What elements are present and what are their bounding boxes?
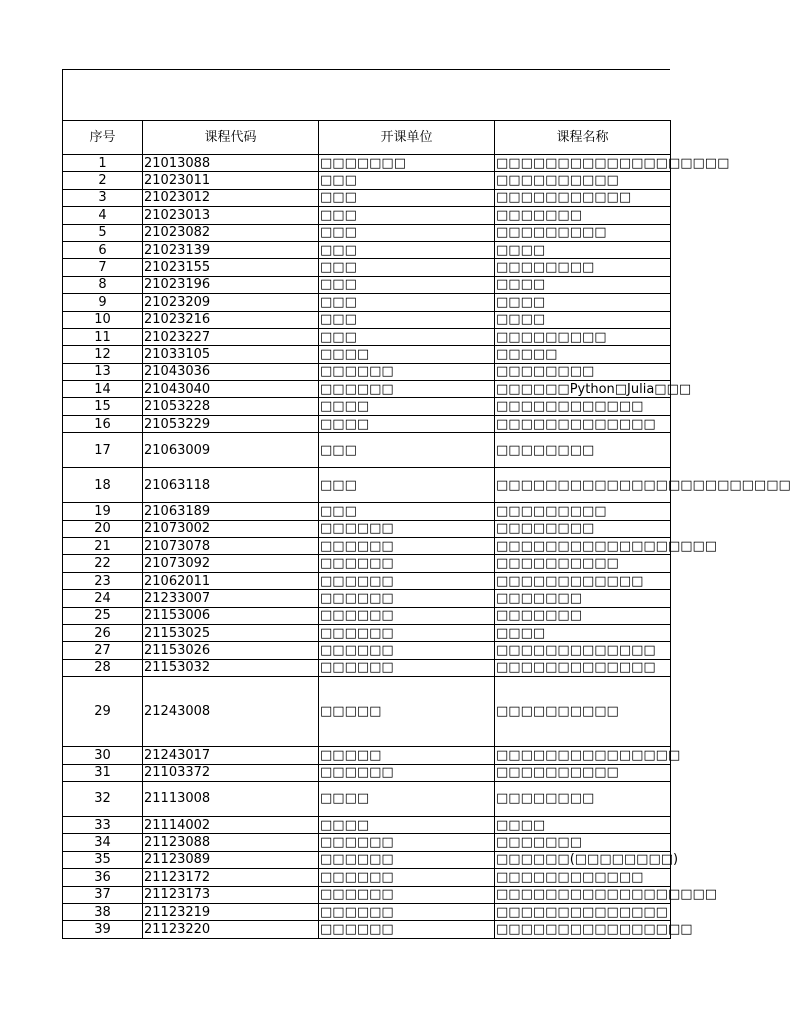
header-seq: 序号 — [63, 121, 143, 155]
row-name: □□□□□□□□ — [495, 520, 671, 537]
table-row — [63, 572, 671, 589]
row-seq: 37 — [63, 886, 143, 903]
row-code: 21053228 — [143, 398, 319, 415]
row-code: 21153006 — [143, 607, 319, 624]
row-dept: □□□ — [319, 189, 495, 206]
table-row — [63, 398, 671, 415]
row-code: 21073092 — [143, 555, 319, 572]
table-row — [63, 276, 671, 293]
table-row — [63, 869, 671, 886]
table-row — [63, 851, 671, 868]
row-seq: 9 — [63, 294, 143, 311]
row-dept: □□□ — [319, 311, 495, 328]
row-dept: □□□□□□ — [319, 381, 495, 398]
row-name: □□□□□□□□□□□□□ — [495, 415, 671, 432]
table-body — [63, 155, 791, 939]
row-name: □□□□□ — [495, 346, 671, 363]
row-dept: □□□□ — [319, 398, 495, 415]
header-name: 课程名称 — [495, 121, 671, 155]
row-seq: 14 — [63, 381, 143, 398]
row-name: □□□□□□□□□ — [495, 503, 671, 520]
row-dept: □□□□□□ — [319, 921, 495, 938]
row-name: □□□□□□□□□□ — [495, 555, 671, 572]
row-code: 21113008 — [143, 781, 319, 816]
row-name: □□□□□□□□□□□□ — [495, 572, 671, 589]
row-name: □□□□□□□□□□□□ — [495, 869, 671, 886]
row-dept: □□□□ — [319, 415, 495, 432]
table-row — [63, 433, 671, 468]
row-code: 21062011 — [143, 572, 319, 589]
table-row — [63, 590, 671, 607]
row-dept: □□□□□□□ — [319, 155, 495, 172]
row-seq: 39 — [63, 921, 143, 938]
row-name: □□□□□□□□□□ — [495, 764, 671, 781]
row-name: □□□□ — [495, 624, 671, 641]
row-name: □□□□□□□□□□□□□□□□□□□ — [496, 155, 730, 171]
row-dept: □□□□□□ — [319, 572, 495, 589]
row-seq: 19 — [63, 503, 143, 520]
row-dept: □□□□ — [319, 816, 495, 833]
row-code: 21073078 — [143, 538, 319, 555]
row-name: □□□□ — [495, 276, 671, 293]
table-row — [63, 172, 671, 189]
row-name: □□□□□□□□□□□□□ — [495, 642, 671, 659]
row-dept: □□□□□□ — [319, 764, 495, 781]
row-dept: □□□□□□ — [319, 607, 495, 624]
row-seq: 7 — [63, 259, 143, 276]
table-row — [63, 903, 671, 920]
table-row — [63, 503, 671, 520]
table-row — [63, 747, 671, 764]
row-code: 21123219 — [143, 903, 319, 920]
row-name: □□□□□□□□□□□ — [495, 189, 671, 206]
row-code: 21013088 — [143, 155, 319, 172]
row-name: □□□□□□□□ — [495, 781, 671, 816]
header-row — [63, 121, 671, 155]
row-dept: □□□□□ — [319, 747, 495, 764]
row-seq: 20 — [63, 520, 143, 537]
row-code: 21023011 — [143, 172, 319, 189]
table-row — [63, 155, 671, 172]
table-row — [63, 886, 671, 903]
row-seq: 38 — [63, 903, 143, 920]
row-code: 21063118 — [143, 468, 319, 503]
table-row — [63, 555, 671, 572]
row-code: 21023155 — [143, 259, 319, 276]
row-dept: □□□ — [319, 207, 495, 224]
table-row — [63, 241, 671, 258]
row-seq: 10 — [63, 311, 143, 328]
row-seq: 2 — [63, 172, 143, 189]
row-seq: 8 — [63, 276, 143, 293]
row-name: □□□□ — [495, 816, 671, 833]
row-name: □□□□□□□□ — [495, 363, 671, 380]
course-table — [62, 120, 791, 939]
row-name: □□□□□□□□□□□□□ — [495, 659, 671, 676]
row-code: 21023216 — [143, 311, 319, 328]
row-name: □□□□ — [495, 311, 671, 328]
row-name: □□□□□□□□□□□□□□ — [495, 903, 671, 920]
row-dept: □□□□□□ — [319, 555, 495, 572]
row-code: 21033105 — [143, 346, 319, 363]
row-name: □□□□□□(□□□□□□□□) — [496, 852, 679, 868]
row-seq: 12 — [63, 346, 143, 363]
row-seq: 5 — [63, 224, 143, 241]
row-name: □□□□□□□□□□□□ — [495, 398, 671, 415]
row-name: □□□□□□□□□□ — [495, 172, 671, 189]
table-row — [63, 624, 671, 641]
row-seq: 21 — [63, 538, 143, 555]
row-seq: 16 — [63, 415, 143, 432]
table-row — [63, 381, 671, 398]
header-code: 课程代码 — [143, 121, 319, 155]
row-dept: □□□□□□ — [319, 642, 495, 659]
title-row — [62, 69, 670, 120]
table-row — [63, 642, 671, 659]
row-dept: □□□ — [319, 224, 495, 241]
row-code: 21153025 — [143, 624, 319, 641]
row-dept: □□□ — [319, 241, 495, 258]
row-dept: □□□□□□ — [319, 624, 495, 641]
table-row — [63, 834, 671, 851]
row-code: 21243017 — [143, 747, 319, 764]
row-seq: 13 — [63, 363, 143, 380]
row-code: 21103372 — [143, 764, 319, 781]
row-dept: □□□□□□ — [319, 869, 495, 886]
row-seq: 4 — [63, 207, 143, 224]
table-row — [63, 659, 671, 676]
row-code: 21123220 — [143, 921, 319, 938]
row-code: 21123089 — [143, 851, 319, 868]
row-name: □□□□□□□ — [495, 590, 671, 607]
table-row — [63, 328, 671, 345]
row-dept: □□□□□□ — [319, 834, 495, 851]
table-row — [63, 921, 671, 938]
spreadsheet — [62, 69, 791, 939]
row-code: 21043036 — [143, 363, 319, 380]
row-seq: 36 — [63, 869, 143, 886]
row-dept: □□□ — [319, 276, 495, 293]
row-seq: 35 — [63, 851, 143, 868]
row-name: □□□□□□□□ — [495, 259, 671, 276]
row-code: 21123088 — [143, 834, 319, 851]
row-code: 21153032 — [143, 659, 319, 676]
row-name: □□□□ — [495, 241, 671, 258]
row-name: □□□□□□□□□□ — [495, 677, 671, 747]
header-dept: 开课单位 — [319, 121, 495, 155]
row-code: 21023082 — [143, 224, 319, 241]
row-seq: 27 — [63, 642, 143, 659]
row-seq: 17 — [63, 433, 143, 468]
row-seq: 26 — [63, 624, 143, 641]
row-name: □□□□□□□□□□□□□□□□ — [496, 921, 693, 937]
row-code: 21023196 — [143, 276, 319, 293]
row-code: 21153026 — [143, 642, 319, 659]
row-dept: □□□ — [319, 328, 495, 345]
row-code: 21063009 — [143, 433, 319, 468]
table-row — [63, 468, 671, 503]
row-seq: 18 — [63, 468, 143, 503]
row-seq: 6 — [63, 241, 143, 258]
table-row — [63, 415, 671, 432]
row-code: 21114002 — [143, 816, 319, 833]
table-row — [63, 207, 671, 224]
row-code: 21043040 — [143, 381, 319, 398]
row-name: □□□□□□□ — [495, 607, 671, 624]
table-row — [63, 259, 671, 276]
row-dept: □□□□□□ — [319, 851, 495, 868]
row-code: 21023013 — [143, 207, 319, 224]
table-row — [63, 764, 671, 781]
row-code: 21063189 — [143, 503, 319, 520]
row-seq: 25 — [63, 607, 143, 624]
row-name: □□□□□□Python□Julia□□□ — [496, 381, 692, 397]
row-dept: □□□□□□ — [319, 659, 495, 676]
row-dept: □□□□□□ — [319, 520, 495, 537]
table-row — [63, 607, 671, 624]
row-name: □□□□□□□□ — [495, 433, 671, 468]
table-row — [63, 294, 671, 311]
row-seq: 3 — [63, 189, 143, 206]
table-row — [63, 816, 671, 833]
row-seq: 15 — [63, 398, 143, 415]
row-seq: 11 — [63, 328, 143, 345]
row-dept: □□□□ — [319, 346, 495, 363]
row-seq: 32 — [63, 781, 143, 816]
row-seq: 23 — [63, 572, 143, 589]
table-row — [63, 677, 671, 747]
table-row — [63, 224, 671, 241]
row-dept: □□□□□ — [319, 677, 495, 747]
row-dept: □□□□□□ — [319, 538, 495, 555]
row-seq: 30 — [63, 747, 143, 764]
row-seq: 1 — [63, 155, 143, 172]
row-code: 21023139 — [143, 241, 319, 258]
table-row — [63, 346, 671, 363]
row-code: 21053229 — [143, 415, 319, 432]
row-code: 21233007 — [143, 590, 319, 607]
row-name: □□□□□□□□□□□□□□□□□□ — [496, 887, 718, 903]
row-dept: □□□□□□ — [319, 903, 495, 920]
row-seq: 31 — [63, 764, 143, 781]
row-dept: □□□ — [319, 503, 495, 520]
row-name: □□□□□□□□□ — [495, 328, 671, 345]
row-dept: □□□ — [319, 259, 495, 276]
row-code: 21123173 — [143, 886, 319, 903]
row-seq: 34 — [63, 834, 143, 851]
row-code: 21023012 — [143, 189, 319, 206]
row-seq: 28 — [63, 659, 143, 676]
row-name: □□□□□□□ — [495, 207, 671, 224]
row-code: 21123172 — [143, 869, 319, 886]
table-row — [63, 311, 671, 328]
row-name: □□□□□□□□□□□□□□□ — [496, 747, 681, 763]
row-dept: □□□ — [319, 294, 495, 311]
row-seq: 24 — [63, 590, 143, 607]
table-row — [63, 520, 671, 537]
table-row — [63, 189, 671, 206]
row-seq: 22 — [63, 555, 143, 572]
row-dept: □□□ — [319, 468, 495, 503]
row-dept: □□□ — [319, 433, 495, 468]
table-row — [63, 363, 671, 380]
row-dept: □□□ — [319, 172, 495, 189]
row-code: 21023227 — [143, 328, 319, 345]
row-seq: 33 — [63, 816, 143, 833]
row-name: □□□□□□□ — [495, 834, 671, 851]
row-dept: □□□□□□ — [319, 363, 495, 380]
row-seq: 29 — [63, 677, 143, 747]
row-code: 21243008 — [143, 677, 319, 747]
table-row — [63, 538, 671, 555]
row-dept: □□□□□□ — [319, 886, 495, 903]
row-name: □□□□□□□□□ — [495, 224, 671, 241]
row-name: □□□□ — [495, 294, 671, 311]
row-name: □□□□□□□□□□□□□□□□□□ — [496, 538, 718, 554]
row-dept: □□□□□□ — [319, 590, 495, 607]
row-name: □□□□□□□□□□□□□□□□□□□□□□□□ — [495, 468, 671, 503]
row-dept: □□□□ — [319, 781, 495, 816]
row-code: 21023209 — [143, 294, 319, 311]
table-row — [63, 781, 671, 816]
row-code: 21073002 — [143, 520, 319, 537]
